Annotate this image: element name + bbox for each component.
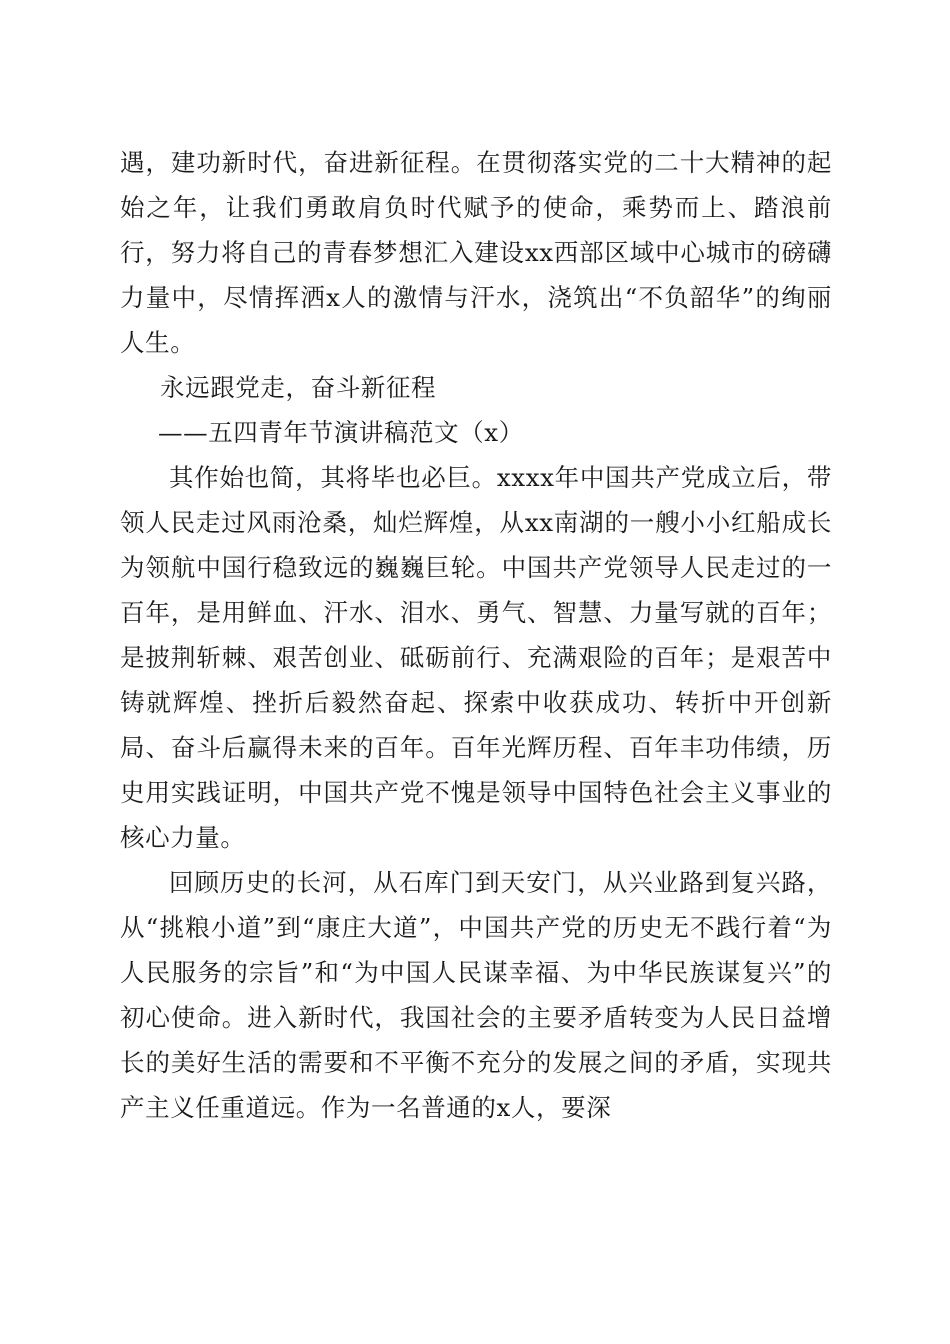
continued-paragraph: 遇，建功新时代，奋进新征程。在贯彻落实党的二十大精神的起始之年，让我们勇敢肩负时代赋予的使命，乘势而上、踏浪前行，努力将自己的青春梦想汇入建设xx西部区域中心城市的磅礴力量中，尽情挥洒x人的激情与汗水，浇筑出“不负韶华”的绚丽人生。 (120, 148, 832, 357)
speech-subtitle: ——五四青年节演讲稿范文（x） (158, 418, 524, 447)
document-body (120, 140, 832, 1130)
body-paragraph-1: 其作始也简，其将毕也必巨。xxxx年中国共产党成立后，带领人民走过风雨沧桑，灿烂辉煌，从xx南湖的一艘小小红船成长为领航中国行稳致远的巍巍巨轮。中国共产党领导人民走过的一百年，是用鲜血、汗水、泪水、勇气、智慧、力量写就的百年；是披荆斩棘、艰苦创业、砥砺前行、充满艰险的百年；是艰苦中铸就辉煌、挫折后毅然奋起、探索中收获成功、转折中开创新局、奋斗后赢得未来的百年。百年光辉历程、百年丰功伟绩，历史用实践证明，中国共产党不愧是领导中国特色社会主义事业的核心力量。 (120, 463, 832, 852)
speech-title: 永远跟党走，奋斗新征程 (160, 373, 437, 402)
body-paragraph-2: 回顾历史的长河，从石库门到天安门，从兴业路到复兴路，从“挑粮小道”到“康庄大道”，中国共产党的历史无不践行着“为人民服务的宗旨”和“为中国人民谋幸福、为中华民族谋复兴”的初心使命。进入新时代，我国社会的主要矛盾转变为人民日益增长的美好生活的需要和不平衡不充分的发展之间的矛盾，实现共产主义任重道远。作为一名普通的x人，要深 (120, 868, 832, 1122)
